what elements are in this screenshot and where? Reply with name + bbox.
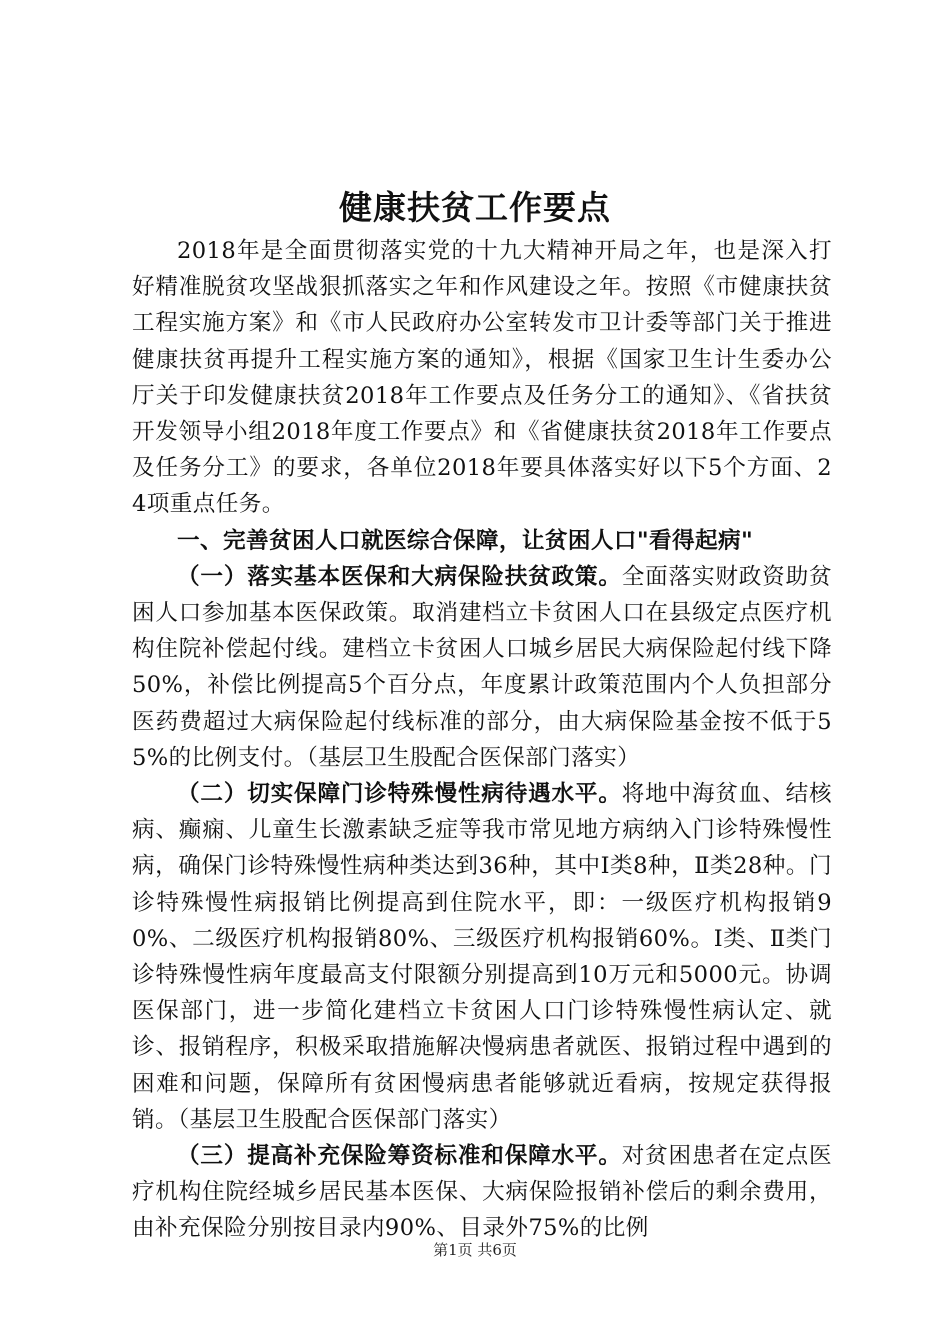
item-text-3: 对贫困患者在定点医疗机构住院经城乡居民基本医保、大病保险报销补偿后的剩余费用，由补充保险分别按目录内90%、目录外75%的比例: [132, 1143, 832, 1242]
intro-paragraph: 2018年是全面贯彻落实党的十九大精神开局之年，也是深入打好精准脱贫攻坚战狠抓落实之年和作风建设之年。按照《市健康扶贫工程实施方案》和《市人民政府办公室转发市卫计委等部门关于推进健康扶贫再提升工程实施方案的通知》，根据《国家卫生计生委办公厅关于印发健康扶贫2018年工作要点及任务分工的通知》、《省扶贫开发领导小组2018年度工作要点》和《省健康扶贫2018年工作要点及任务分工》的要求，各单位2018年要具体落实好以下5个方面、24项重点任务。: [132, 238, 832, 518]
item-paragraph-2: [132, 776, 832, 1138]
item-text-2: 将地中海贫血、结核病、癫痫、儿童生长激素缺乏症等我市常见地方病纳入门诊特殊慢性病，确保门诊特殊慢性病种类达到36种，其中Ⅰ类8种，Ⅱ类28种。门诊特殊慢性病报销比例提高到住院水平，即：一级医疗机构报销90%、二级医疗机构报销80%、三级医疗机构报销60%。Ⅰ类、Ⅱ类门诊特殊慢性病年度最高支付限额分别提高到10万元和5000元。协调医保部门，进一步简化建档立卡贫困人口门诊特殊慢性病认定、就诊、报销程序，积极采取措施解决慢病患者就医、报销过程中遇到的困难和问题，保障所有贫困慢病患者能够就近看病，按规定获得报销。（基层卫生股配合医保部门落实）: [132, 781, 832, 1133]
item-heading-3: （三）提高补充保险筹资标准和保障水平。: [177, 1143, 622, 1170]
item-paragraph-1: [132, 559, 832, 776]
item-heading-2: （二）切实保障门诊特殊慢性病待遇水平。: [177, 781, 622, 808]
document-title: 健康扶贫工作要点: [339, 188, 611, 227]
item-paragraph-3: [132, 1138, 832, 1247]
section-heading-1: 一、完善贫困人口就医综合保障，让贫困人口"看得起病": [177, 527, 754, 554]
item-heading-1: （一）落实基本医保和大病保险扶贫政策。: [177, 563, 622, 590]
page-number-footer: 第1页 共6页: [433, 1241, 517, 1259]
item-text-1: 全面落实财政资助贫困人口参加基本医保政策。取消建档立卡贫困人口在县级定点医疗机构住院补偿起付线。建档立卡贫困人口城乡居民大病保险起付线下降50%，补偿比例提高5个百分点，年度累计政策范围内个人负担部分医药费超过大病保险起付线标准的部分，由大病保险基金按不低于55%的比例支付。（基层卫生股配合医保部门落实）: [132, 563, 832, 771]
document-body: [132, 233, 832, 1247]
